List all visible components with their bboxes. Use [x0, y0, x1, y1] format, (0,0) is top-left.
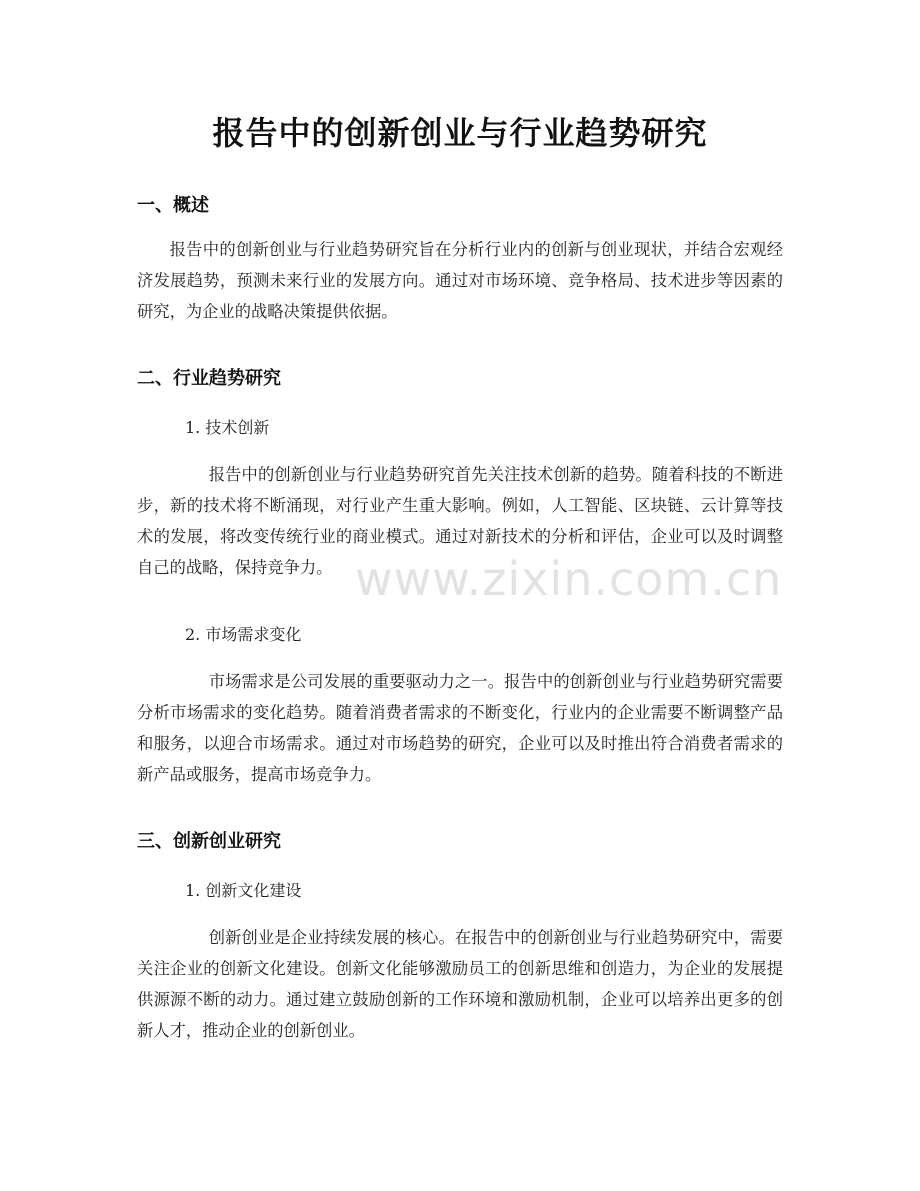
watermark: www.zixin.com.cn — [355, 552, 783, 606]
tech-innovation-paragraph: 报告中的创新创业与行业趋势研究首先关注技术创新的趋势。随着科技的不断进步，新的技术将不断涌现，对行业产生重大影响。例如，人工智能、区块链、云计算等技术的发展，将改变传统行业的商业模式。通过对新技术的分析和评估，企业可以及时调整自己的战略，保持竞争力。 — [137, 465, 783, 577]
subheading-innovation-culture: 1. 创新文化建设 — [185, 881, 302, 900]
subheading-tech-innovation: 1. 技术创新 — [185, 418, 270, 437]
section-heading-overview: 一、概述 — [137, 195, 209, 216]
overview-paragraph: 报告中的创新创业与行业趋势研究旨在分析行业内的创新与创业现状，并结合宏观经济发展趋势，预测未来行业的发展方向。通过对市场环境、竞争格局、技术进步等因素的研究，为企业的战略决策提供依据。 — [137, 240, 783, 321]
section-heading-innovation-entrepreneurship: 三、创新创业研究 — [137, 831, 281, 852]
document-title: 报告中的创新创业与行业趋势研究 — [212, 114, 708, 152]
subheading-market-demand: 2. 市场需求变化 — [185, 625, 302, 644]
innovation-culture-paragraph: 创新创业是企业持续发展的核心。在报告中的创新创业与行业趋势研究中，需要关注企业的创新文化建设。创新文化能够激励员工的创新思维和创造力，为企业的发展提供源源不断的动力。通过建立鼓励创新的工作环境和激励机制，企业可以培养出更多的创新人才，推动企业的创新创业。 — [137, 928, 783, 1040]
market-demand-paragraph: 市场需求是公司发展的重要驱动力之一。报告中的创新创业与行业趋势研究需要分析市场需求的变化趋势。随着消费者需求的不断变化，行业内的企业需要不断调整产品和服务，以迎合市场需求。通过对市场趋势的研究，企业可以及时推出符合消费者需求的新产品或服务，提高市场竞争力。 — [137, 672, 783, 784]
section-heading-industry-trends: 二、行业趋势研究 — [137, 368, 281, 389]
